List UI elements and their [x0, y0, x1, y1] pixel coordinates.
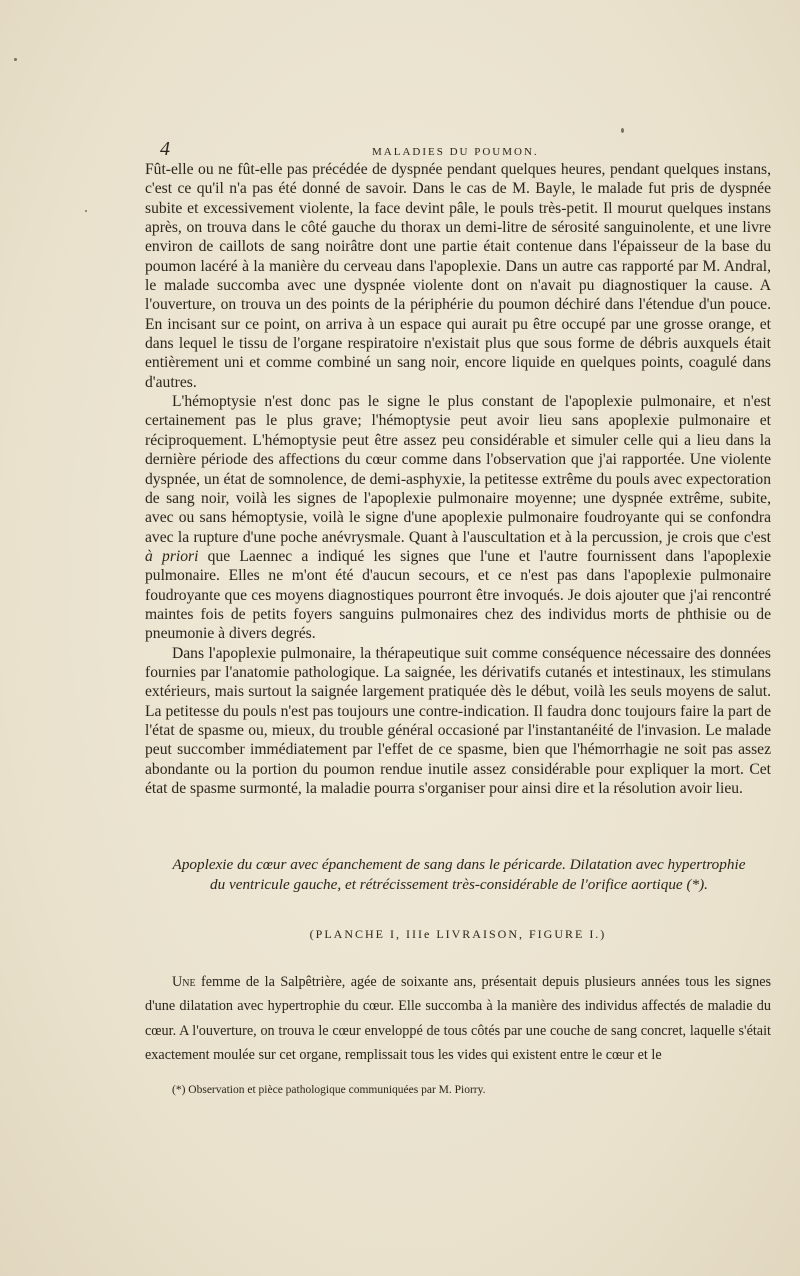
paragraph-bayle-andral: Fût-elle ou ne fût-elle pas précédée de dyspnée pendant quelques heures, pendant quelques instans, c'est ce qu'il n'a pas été donné de savoir. Dans le cas de M. Bayle, le malade fut pris de dyspnée subite et excessivement violente, la face devint pâle, le pouls très-petit. Il mourut quelques instans après, on trouva dans le côté gauche du thorax un demi-litre de sérosité sanguinolente, et une livre environ de caillots de sang noirâtre dont une partie était contenue dans l'épaisseur de la base du poumon lacéré à la manière du cerveau dans l'apoplexie. Dans un autre cas rapporté par M. Andral, le malade succomba avec une dyspnée violente dont on n'avait pu diagnostiquer la cause. A l'ouverture, on trouva un des points de la périphérie du poumon déchiré dans l'étendue d'un pouce. En incisant sur ce point, on arriva à un espace qui aurait pu être occupé par une grosse orange, et dans lequel le tissu de l'organe respiratoire n'existait plus que sous forme de débris auxquels était entièrement uni et comme combiné un sang noir, encore liquide en quelques points, coagulé dans d'autres. [145, 161, 771, 391]
paper-speck [621, 128, 624, 133]
plate-reference: (PLANCHE I, IIIe LIVRAISON, FIGURE I.) [309, 927, 607, 941]
observation-paragraph [145, 970, 771, 1067]
paragraph-hemoptysie [145, 392, 771, 643]
section-title [148, 855, 770, 895]
section-title-line-2: du ventricule gauche, et rétrécissement très-considérable de l'orifice aortique (*). [210, 876, 708, 893]
paper-speck [14, 58, 17, 61]
observation-lead: Une [172, 974, 196, 990]
paragraph-therapeutique: Dans l'apoplexie pulmonaire, la thérapeutique suit comme conséquence nécessaire des données fournies par l'anatomie pathologique. La saignée, les dérivatifs cutanés et intestinaux, les stimulans extérieurs, mais surtout la saignée largement pratiquée dès le début, voilà les seuls moyens de salut. La petitesse du pouls n'est pas toujours une contre-indication. Il faudra donc toujours faire la part de l'état de spasme ou, mieux, du trouble général occasioné par l'instantanéité de l'invasion. Le malade peut succomber immédiatement par l'effet de ce spasme, bien que l'hémorrhagie ne soit pas assez abondante ou la portion du poumon rendue inutile assez considérable pour expliquer la mort. Cet état de spasme surmonté, la maladie pourra s'organiser pour ainsi dire et la résolution avoir lieu. [145, 644, 771, 797]
page-number: 4 [160, 138, 170, 160]
paragraph-hemoptysie-continued: que Laennec a indiqué les signes que l'une et l'autre fournissent dans l'apoplexie pulmonaire. Elles ne m'ont été d'aucun secours, et ce n'est pas dans l'apoplexie pulmonaire foudroyante que ces moyens diagnostiques pourront être invoqués. Je dois ajouter que j'ai rencontré maintes fois de petits foyers sanguins pulmonaires chez des individus morts de phthisie ou de pneumonie à divers degrés. [145, 547, 771, 643]
paper-speck [85, 210, 87, 212]
observation-text [145, 970, 771, 1067]
footnote: (*) Observation et pièce pathologique communiquées par M. Piorry. [172, 1084, 486, 1096]
paragraph-hemoptysie-text: L'hémoptysie n'est donc pas le signe le plus constant de l'apoplexie pulmonaire, et n'est certainement pas le plus grave; l'hémoptysie peut avoir lieu sans apoplexie pulmonaire et réciproquement. L'hémoptysie peut être assez peu considérable et simuler celle qui a lieu dans la dernière période des affections du cœur comme dans l'observation que j'ai rapportée. Une violente dyspnée, un état de somnolence, de demi-asphyxie, la petitesse extrême du pouls avec expectoration de sang noir, voilà les signes de l'apoplexie pulmonaire moyenne; une dyspnée extrême, subite, avec ou sans hémoptysie, voilà le signe d'une apoplexie pulmonaire foudroyante qui se confondra avec la rupture d'une poche anévrysmale. Quant à l'auscultation et à la percussion, je crois que c'est [145, 393, 771, 546]
body-text [145, 160, 771, 798]
italic-a-priori: à priori [145, 547, 199, 565]
section-title-line-1: Apoplexie du cœur avec épanchement de sang dans le péricarde. Dilatation avec hypertrophie [172, 856, 746, 873]
observation-body: femme de la Salpêtrière, agée de soixante ans, présentait depuis plusieurs années tous les signes d'une dilatation avec hypertrophie du cœur. Elle succomba à la manière des individus affectés de maladie du cœur. A l'ouverture, on trouva le cœur enveloppé de tous côtés par une couche de sang concret, laquelle s'était exactement moulée sur cet organe, remplissait tous les vides qui existent entre le cœur et le [145, 974, 772, 1063]
running-head: MALADIES DU POUMON. [372, 146, 539, 158]
